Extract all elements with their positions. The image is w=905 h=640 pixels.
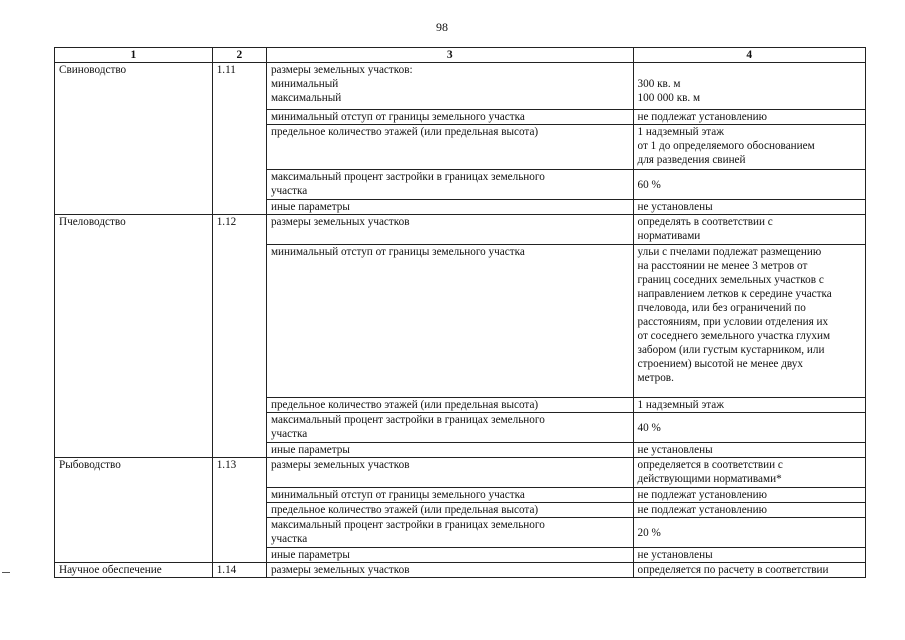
parameter-text: размеры земельных участков bbox=[270, 459, 410, 471]
parameter-text: предельное количество этажей (или предельная высота) bbox=[270, 399, 539, 411]
value-text: 100 000 кв. м bbox=[637, 92, 701, 104]
value-cell bbox=[633, 398, 865, 413]
parameter-cell bbox=[266, 398, 633, 413]
parameter-cell bbox=[266, 518, 633, 548]
parameter-text: минимальный bbox=[270, 78, 339, 90]
parameter-cell bbox=[266, 548, 633, 563]
parameter-cell bbox=[266, 443, 633, 458]
value-cell bbox=[633, 518, 865, 548]
parameter-cell bbox=[266, 125, 633, 170]
table-header-row bbox=[55, 48, 866, 63]
parameter-text: предельное количество этажей (или предельная высота) bbox=[270, 126, 539, 138]
column-header: 4 bbox=[633, 48, 865, 63]
value-cell bbox=[633, 563, 865, 578]
value-text: определяется в соответствии с bbox=[637, 459, 783, 471]
use-type-code: 1.13 bbox=[212, 458, 266, 563]
parameter-text: иные параметры bbox=[270, 444, 350, 456]
table-row bbox=[55, 458, 866, 488]
value-text: границ соседних земельных участков с bbox=[637, 274, 824, 286]
use-type-code: 1.14 bbox=[212, 563, 266, 578]
value-cell bbox=[633, 488, 865, 503]
value-text: не подлежат установлению bbox=[637, 111, 768, 123]
parameter-text: иные параметры bbox=[270, 201, 350, 213]
use-type-name: Свиноводство bbox=[55, 63, 213, 215]
value-cell bbox=[633, 125, 865, 170]
parameter-cell bbox=[266, 488, 633, 503]
column-header: 3 bbox=[266, 48, 633, 63]
value-cell bbox=[633, 548, 865, 563]
value-text bbox=[638, 63, 861, 77]
parameter-text: максимальный процент застройки в границах земельного bbox=[270, 414, 545, 426]
use-type-name: Пчеловодство bbox=[55, 215, 213, 458]
parameter-cell bbox=[266, 63, 633, 110]
parameter-cell bbox=[266, 503, 633, 518]
parameter-text: минимальный отступ от границы земельного участка bbox=[270, 489, 525, 501]
table-row bbox=[55, 63, 866, 110]
value-cell bbox=[633, 200, 865, 215]
value-text: не подлежат установлению bbox=[637, 504, 768, 516]
value-text: определяется по расчету в соответствии bbox=[637, 564, 829, 576]
parameter-cell bbox=[266, 110, 633, 125]
value-text: пчеловода, или без ограничений по bbox=[637, 302, 806, 314]
parameter-cell bbox=[266, 413, 633, 443]
value-text: не установлены bbox=[637, 444, 713, 456]
use-type-name: Рыбоводство bbox=[55, 458, 213, 563]
page-number: 98 bbox=[436, 20, 448, 34]
parameter-text: предельное количество этажей (или предельная высота) bbox=[270, 504, 539, 516]
parameter-text: участка bbox=[270, 185, 308, 197]
table-row bbox=[55, 215, 866, 245]
value-cell bbox=[633, 443, 865, 458]
parameter-text: размеры земельных участков bbox=[270, 216, 410, 228]
margin-mark bbox=[2, 572, 10, 573]
value-text: определять в соответствии с bbox=[637, 216, 773, 228]
value-text: 300 кв. м bbox=[637, 78, 681, 90]
value-text: не установлены bbox=[637, 201, 713, 213]
use-type-code: 1.12 bbox=[212, 215, 266, 458]
use-type-name: Научное обеспечение bbox=[55, 563, 213, 578]
parameter-text: размеры земельных участков bbox=[270, 564, 410, 576]
parameter-cell bbox=[266, 245, 633, 398]
parameter-text: минимальный отступ от границы земельного участка bbox=[270, 246, 525, 258]
parameter-cell bbox=[266, 563, 633, 578]
parameter-text: участка bbox=[270, 428, 308, 440]
value-cell bbox=[633, 245, 865, 398]
value-text: не подлежат установлению bbox=[637, 489, 768, 501]
column-header: 1 bbox=[55, 48, 213, 63]
value-cell bbox=[633, 503, 865, 518]
parameter-cell bbox=[266, 458, 633, 488]
value-text: нормативами bbox=[637, 230, 701, 242]
value-text: 20 % bbox=[637, 526, 661, 539]
parameter-cell bbox=[266, 170, 633, 200]
parameter-cell bbox=[266, 215, 633, 245]
value-text: 1 надземный этаж bbox=[637, 399, 724, 411]
value-text: метров. bbox=[637, 372, 674, 384]
column-header: 2 bbox=[212, 48, 266, 63]
value-cell bbox=[633, 110, 865, 125]
value-text: от 1 до определяемого обоснованием bbox=[637, 140, 815, 152]
value-text: направлением летков к середине участка bbox=[637, 288, 832, 300]
parameter-text: максимальный bbox=[270, 92, 342, 104]
parameter-text: иные параметры bbox=[270, 549, 350, 561]
value-cell bbox=[633, 413, 865, 443]
land-use-parameters-table bbox=[54, 47, 866, 578]
parameter-text: размеры земельных участков: bbox=[270, 64, 413, 76]
value-text: ульи с пчелами подлежат размещению bbox=[637, 246, 822, 258]
value-text: строением) высотой не менее двух bbox=[637, 358, 803, 370]
value-text: забором (или густым кустарником, или bbox=[637, 344, 825, 356]
value-text: 40 % bbox=[637, 421, 661, 434]
value-cell bbox=[633, 170, 865, 200]
value-cell bbox=[633, 63, 865, 110]
value-text: от соседнего земельного участка глухим bbox=[637, 330, 831, 342]
use-type-code: 1.11 bbox=[212, 63, 266, 215]
value-text: 60 % bbox=[637, 178, 661, 191]
value-cell bbox=[633, 458, 865, 488]
parameter-cell bbox=[266, 200, 633, 215]
table-body bbox=[55, 63, 866, 578]
parameter-text: максимальный процент застройки в границах земельного bbox=[270, 519, 545, 531]
value-text: действующими нормативами* bbox=[637, 473, 782, 485]
value-text: не установлены bbox=[637, 549, 713, 561]
value-cell bbox=[633, 215, 865, 245]
value-text: на расстоянии не менее 3 метров от bbox=[637, 260, 808, 272]
value-text: 1 надземный этаж bbox=[637, 126, 724, 138]
parameter-text: участка bbox=[270, 533, 308, 545]
table-row bbox=[55, 563, 866, 578]
parameter-text: максимальный процент застройки в границах земельного bbox=[270, 171, 545, 183]
parameter-text: минимальный отступ от границы земельного участка bbox=[270, 111, 525, 123]
value-text: расстояниям, при условии отделения их bbox=[637, 316, 829, 328]
value-text: для разведения свиней bbox=[637, 154, 746, 166]
